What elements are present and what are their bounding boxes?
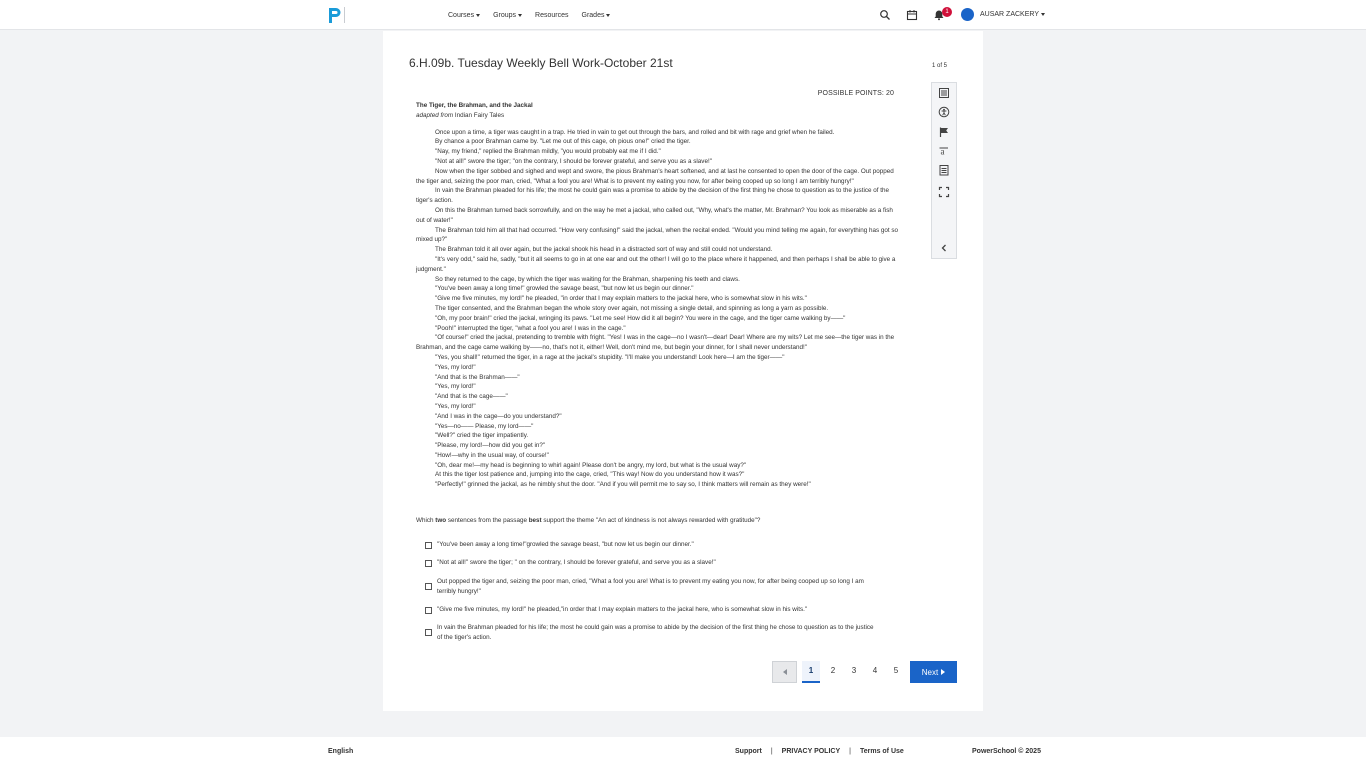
chevron-down-icon (518, 14, 522, 17)
question-counter: 1 of 5 (932, 63, 948, 69)
answer-text: "Give me five minutes, my lord!" he pleaded,"in order that I may explain matters to the jackal here, who is somewhat slow in his wits." (437, 606, 808, 613)
nav-groups-label: Groups (493, 11, 517, 19)
passage-paragraph: In vain the Brahman pleaded for his life; the most he could gain was a promise to abide by the decision of the first thing he chose to question as to the justice of the tiger's action. (416, 187, 889, 205)
user-avatar-icon[interactable] (961, 8, 974, 21)
nav-resources[interactable] (535, 12, 568, 19)
answer-checkbox[interactable] (425, 583, 432, 590)
footer-links (735, 748, 904, 755)
answer-text: In vain the Brahman pleaded for his life; the most he could gain was a promise to abide by the decision of the first thing he chose to question as to the justice of the tiger's action. (437, 624, 874, 641)
passage-paragraph: "Yes, you shall!" returned the tiger, in a rage at the jackal's stupidity. "I'll make you understand! Look here—I am the tiger——" (435, 353, 785, 361)
nav-groups[interactable] (493, 12, 522, 19)
passage-paragraph: "It's very odd," said he, sadly, "but it all seems to go in at one ear and out the other! I will go to the place where it happened, and then perhaps I shall be able to give a judgment." (416, 255, 896, 273)
nav-courses[interactable] (448, 12, 480, 19)
main-nav (448, 0, 623, 30)
nav-grades-label: Grades (581, 11, 605, 19)
answer-choice-3[interactable] (425, 577, 885, 596)
page-5-button[interactable]: 5 (893, 666, 899, 675)
passage-paragraph: "How!—why in the usual way, of course!" (435, 451, 549, 459)
chevron-down-icon (606, 14, 610, 17)
passage-source-rest: Indian Fairy Tales (453, 111, 505, 119)
powerschool-logo-icon[interactable] (326, 6, 346, 24)
footer-separator: | (770, 748, 773, 755)
passage-paragraph: "Of course!" cried the jackal, pretending to tremble with fright. "Yes! I was in the cage—no I wasn't—dear! Dear! Where are my wits? Let me see—the tiger was in the Brahman, and the cage came walking by——no, that's not it, either! Well, don't mind me, but begin your dinner, for I shall never understand!" (416, 334, 895, 352)
passage-paragraph: "And that is the cage——" (435, 393, 508, 401)
notepad-icon[interactable] (938, 164, 950, 176)
passage-paragraph: By chance a poor Brahman came by. "Let me out of this cage, oh pious one!" cried the tiger. (435, 138, 691, 146)
question-text: Which (416, 517, 436, 524)
answer-checkbox[interactable] (425, 542, 432, 549)
passage-paragraph: "Yes, my lord!" (435, 363, 476, 371)
passage-source (416, 111, 900, 121)
fullscreen-icon[interactable] (938, 186, 950, 198)
passage-paragraph: "Yes, my lord!" (435, 402, 476, 410)
question-emphasis: two (435, 517, 447, 524)
passage-paragraph: "You've been away a long time!" growled the savage beast, "but now let us begin our dinner." (435, 285, 694, 293)
answer-text: Out popped the tiger and, seizing the poor man, cried, "What a fool you are! What is to prevent my eating you now, for after being cooped up so long I am terribly hungry!" (437, 578, 864, 595)
answer-choice-1[interactable] (425, 540, 885, 550)
user-menu[interactable] (980, 11, 1045, 18)
question-text: support the theme "An act of kindness is not always rewarded with gratitude"? (541, 517, 761, 524)
page-2-button[interactable]: 2 (830, 666, 836, 675)
next-arrow-icon (941, 669, 945, 675)
passage-title: The Tiger, the Brahman, and the Jackal (416, 102, 533, 109)
question-text: sentences from the passage (446, 517, 529, 524)
passage-paragraph: "And I was in the cage—do you understand?" (435, 412, 562, 420)
answer-checkbox[interactable] (425, 607, 432, 614)
page-title: 6.H.09b. Tuesday Weekly Bell Work-October 21st (409, 56, 673, 70)
page-1-button[interactable]: 1 (802, 661, 820, 683)
next-button-label: Next (921, 667, 939, 677)
notification-badge: 1 (942, 7, 952, 17)
page-3-button[interactable]: 3 (851, 666, 857, 675)
passage-paragraph: At this the tiger lost patience and, jumping into the cage, cried, "This way! Now do you understand how it was?" (435, 471, 745, 479)
passage-paragraph: So they returned to the cage, by which the tiger was waiting for the Brahman, sharpening his teeth and claws. (435, 275, 740, 283)
svg-text:a: a (940, 146, 945, 157)
nav-courses-label: Courses (448, 11, 475, 19)
chevron-down-icon (1041, 13, 1045, 16)
passage-paragraph: "Nay, my friend," replied the Brahman mildly, "you would probably eat me if I did." (435, 148, 661, 156)
passage-paragraph: "Yes, my lord!" (435, 383, 476, 391)
answer-text: "You've been away a long time!"growled the savage beast, "but now let us begin our dinner." (437, 541, 694, 548)
passage-paragraph: Once upon a time, a tiger was caught in a trap. He tried in vain to get out through the bars, and rolled and bit with rage and grief when he failed. (435, 128, 835, 136)
next-button[interactable] (910, 661, 957, 683)
passage-paragraph: The tiger consented, and the Brahman began the whole story over again, not missing a single detail, and spinning as long a yarn as possible. (435, 304, 829, 312)
calendar-icon[interactable] (906, 9, 918, 21)
passage-paragraph: "Oh, my poor brain!" cried the jackal, wringing its paws. "Let me see! How did it all begin? You were in the cage, and the tiger came walking by——" (435, 314, 846, 322)
answer-checkbox[interactable] (425, 560, 432, 567)
passage-paragraph: "Well?" cried the tiger impatiently. (435, 432, 529, 440)
strikethrough-icon[interactable] (938, 145, 950, 157)
search-icon[interactable] (879, 9, 891, 21)
nav-grades[interactable] (582, 12, 611, 19)
collapse-icon[interactable] (938, 242, 950, 254)
passage-paragraph: The Brahman told him all that had occurred. "How very confusing!" said the jackal, when the recital ended. "Would you mind telling me again, for everything has got so mixed up?" (416, 226, 899, 244)
copyright: PowerSchool © 2025 (972, 748, 1041, 755)
accessibility-icon[interactable] (938, 106, 950, 118)
language-selector[interactable]: English (328, 748, 354, 755)
footer-separator: | (849, 748, 851, 755)
nav-resources-label: Resources (535, 11, 569, 19)
previous-button[interactable] (772, 661, 797, 683)
answer-text: "Not at all!" swore the tiger; " on the contrary, I should be forever grateful, and serve you as a slave!" (437, 559, 716, 566)
chevron-down-icon (476, 14, 480, 17)
reference-sheet-icon[interactable] (938, 87, 950, 99)
terms-of-use-link[interactable]: Terms of Use (859, 748, 904, 755)
passage-paragraph: "Please, my lord!—how did you get in?" (435, 442, 546, 450)
support-link[interactable]: Support (735, 748, 762, 755)
previous-arrow-icon (783, 669, 787, 675)
passage-paragraph: "Perfectly!" grinned the jackal, as he nimbly shut the door. "And if you will permit me to say so, I think matters will remain as they were!" (435, 481, 811, 489)
question-prompt (416, 516, 900, 526)
page-4-button[interactable]: 4 (872, 666, 878, 675)
passage-paragraph: "And that is the Brahman——" (435, 373, 520, 381)
user-name-label: AUSAR ZACKERY (980, 11, 1039, 18)
passage-paragraph: The Brahman told it all over again, but the jackal shook his head in a distracted sort of way and still could not understand. (435, 246, 773, 254)
top-navigation-bar (0, 0, 1366, 30)
answer-choice-5[interactable] (425, 623, 885, 642)
question-emphasis: best (528, 517, 542, 524)
possible-points: POSSIBLE POINTS: 20 (817, 90, 894, 97)
passage-paragraph: "Oh, dear me!—my head is beginning to whirl again! Please don't be angry, my lord, but what is the usual way?" (435, 461, 747, 469)
passage-paragraph: "Give me five minutes, my lord!" he pleaded, "in order that I may explain matters to the jackal here, who is somewhat slow in his wits." (435, 295, 807, 303)
flag-icon[interactable] (938, 126, 950, 138)
passage-paragraph: Now when the tiger sobbed and sighed and wept and swore, the pious Brahman's heart softened, and at last he consented to open the door of the cage. Out popped the tiger and, seizing the poor man, cried, "What a fool you are! What is to prevent my eating you now, for after being cooped up so long I am terribly hungry!" (416, 167, 894, 185)
passage-paragraph: On this the Brahman turned back sorrowfully, and on the way he met a jackal, who called out, "Why, what's the matter, Mr. Brahman? You look as miserable as a fish out of water!" (416, 206, 893, 224)
answer-choice-4[interactable] (425, 605, 885, 615)
tool-palette (931, 82, 957, 259)
footer (0, 737, 1366, 768)
passage-body (416, 128, 900, 490)
passage-source-italic: adapted from (416, 111, 454, 119)
reading-passage (416, 101, 900, 490)
answer-checkbox[interactable] (425, 629, 432, 636)
passage-paragraph: "Not at all!" swore the tiger; "on the contrary, I should be forever grateful, and serve you as a slave!" (435, 157, 712, 165)
privacy-policy-link[interactable]: PRIVACY POLICY (781, 748, 841, 755)
passage-paragraph: "Yes—no—— Please, my lord——" (435, 422, 534, 430)
answer-choice-2[interactable] (425, 558, 885, 568)
passage-paragraph: "Pooh!" interrupted the tiger, "what a fool you are! I was in the cage." (435, 324, 626, 332)
